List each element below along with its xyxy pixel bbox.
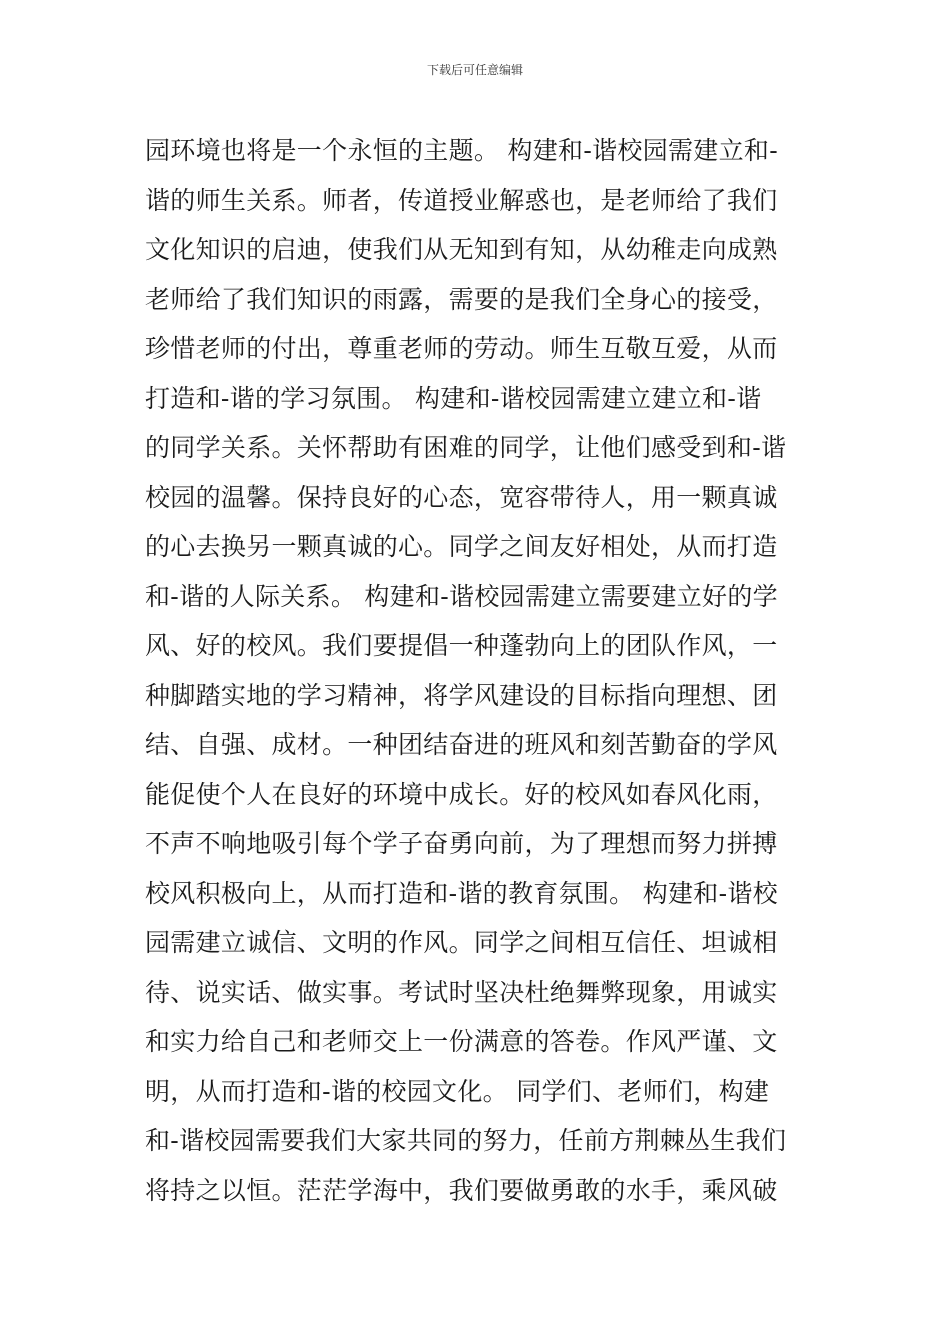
text-line-6: 打造和-谐的学习氛围。 构建和-谐校园需建立建立和-谐 [145,383,762,413]
body-paragraph [145,126,815,1215]
text-line-3: 文化知识的启迪，使我们从无知到有知，从幼稚走向成熟 [145,235,778,264]
text-line-10: 和-谐的人际关系。 构建和-谐校园需建立需要建立好的学 [145,581,778,611]
text-line-7: 的同学关系。关怀帮助有困难的同学，让他们感受到和-谐 [145,433,787,462]
text-line-12: 种脚踏实地的学习精神，将学风建设的目标指向理想、团 [145,680,778,710]
text-line-8: 校园的温馨。保持良好的心态，宽容带待人，用一颗真诚 [145,482,778,512]
text-line-14: 能促使个人在良好的环境中成长。好的校风如春风化雨， [145,779,778,809]
text-line-13: 结、自强、成材。一种团结奋进的班风和刻苦勤奋的学风 [145,730,778,759]
text-line-4: 老师给了我们知识的雨露，需要的是我们全身心的接受， [145,284,778,314]
text-line-22: 将持之以恒。茫茫学海中，我们要做勇敢的水手，乘风破 [145,1175,778,1205]
page-header: 下载后可任意编辑 [426,63,523,77]
text-line-18: 待、说实话、做实事。考试时坚决杜绝舞弊现象，用诚实 [145,977,778,1007]
text-line-9: 的心去换另一颗真诚的心。同学之间友好相处，从而打造 [145,532,778,561]
text-line-11: 风、好的校风。我们要提倡一种蓬勃向上的团队作风，一 [145,631,778,660]
text-line-17: 园需建立诚信、文明的作风。同学之间相互信任、坦诚相 [145,928,778,957]
text-line-21: 和-谐校园需要我们大家共同的努力，任前方荆棘丛生我们 [145,1126,787,1155]
text-line-20: 明，从而打造和-谐的校园文化。 同学们、老师们，构建 [145,1076,770,1106]
text-line-2: 谐的师生关系。师者，传道授业解惑也，是老师给了我们 [145,185,778,215]
text-line-15: 不声不响地吸引每个学子奋勇向前，为了理想而努力拼搏 [145,829,778,858]
text-line-16: 校风积极向上，从而打造和-谐的教育氛围。 构建和-谐校 [145,878,778,908]
text-line-1: 园环境也将是一个永恒的主题。 构建和-谐校园需建立和- [145,136,778,165]
text-line-5: 珍惜老师的付出，尊重老师的劳动。师生互敬互爱，从而 [145,334,778,363]
text-line-19: 和实力给自己和老师交上一份满意的答卷。作风严谨、文 [145,1027,778,1056]
